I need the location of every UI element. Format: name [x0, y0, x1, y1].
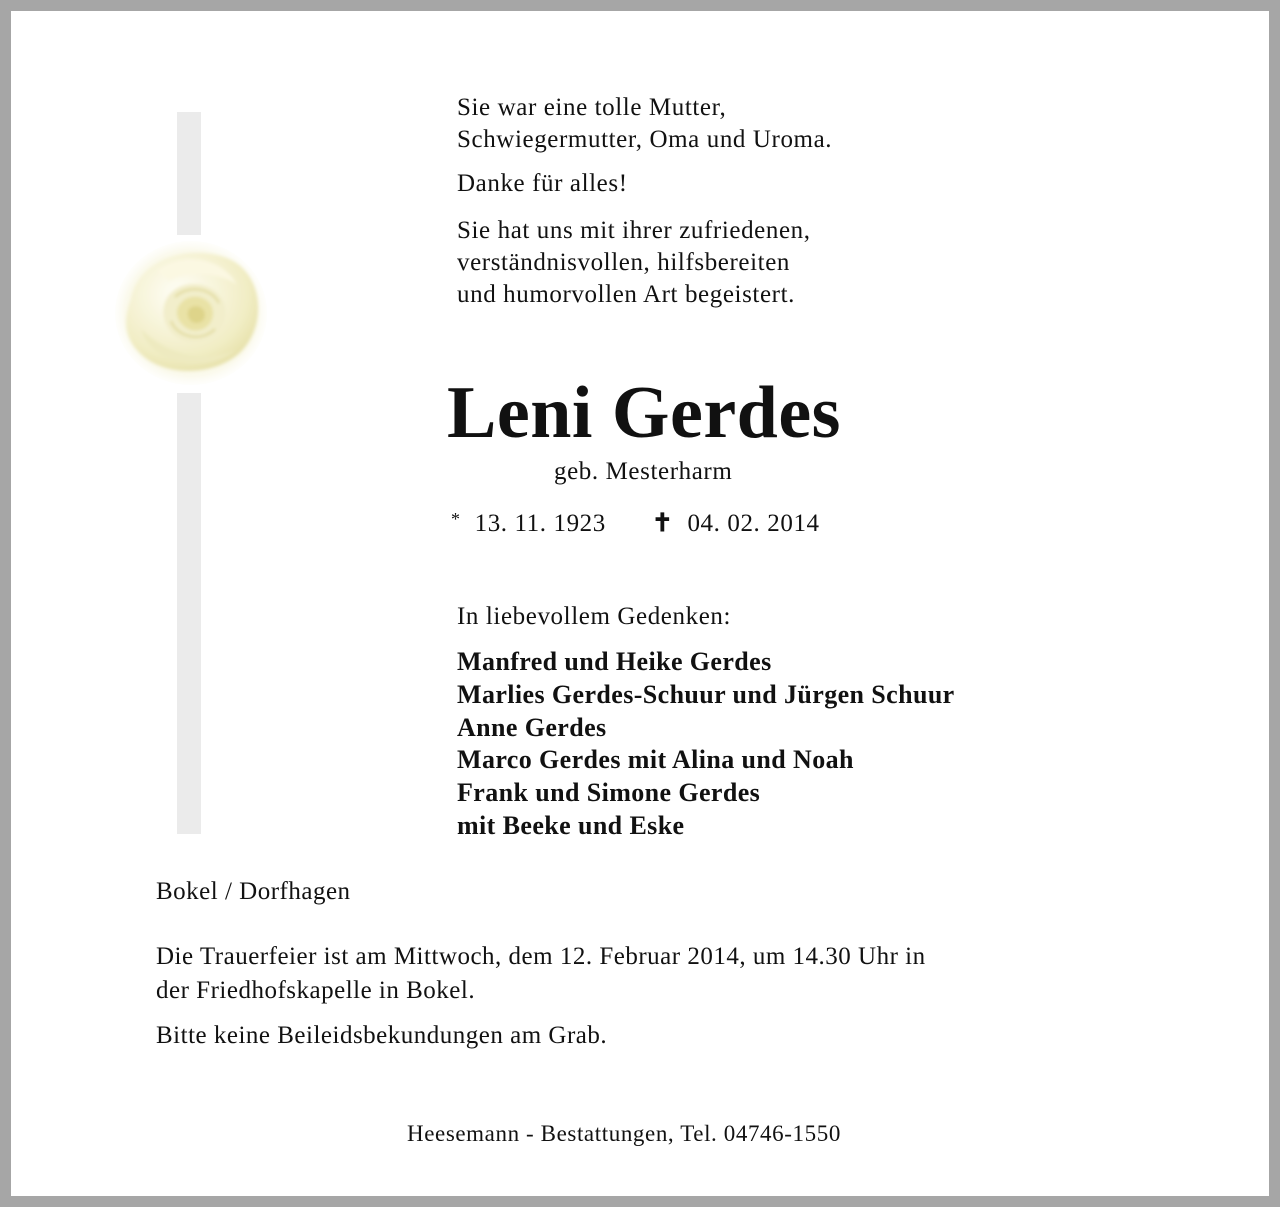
death-date: 04. 02. 2014	[687, 510, 820, 537]
mourner-name: Frank und Simone Gerdes	[457, 778, 761, 808]
maiden-name: geb. Mesterharm	[554, 458, 733, 485]
ceremony-line: Die Trauerfeier ist am Mittwoch, dem 12. Februar 2014, um 14.30 Uhr in	[156, 943, 926, 970]
mourner-name: Manfred und Heike Gerdes	[457, 647, 772, 676]
poem-line: Sie hat uns mit ihrer zufriedenen,	[457, 217, 811, 244]
mourner-name: Anne Gerdes	[457, 712, 607, 742]
deceased-name: Leni Gerdes	[447, 372, 841, 454]
white-rose-icon	[111, 237, 269, 387]
poem-line: verständnisvollen, hilfsbereiten	[457, 249, 791, 276]
poem-line: Schwiegermutter, Oma und Uroma.	[457, 126, 833, 153]
mourner-list	[457, 646, 955, 843]
birth-date: 13. 11. 1923	[474, 510, 606, 537]
cross-icon: ✝	[651, 510, 674, 537]
place-names: Bokel / Dorfhagen	[156, 878, 351, 905]
ceremony-info	[156, 940, 926, 1008]
poem-line: Sie war eine tolle Mutter,	[457, 94, 727, 121]
birth-star-icon: *	[451, 509, 461, 529]
mourner-name: Marlies Gerdes-Schuur und Jürgen Schuur	[457, 679, 955, 709]
decorative-bar-bottom	[177, 393, 201, 834]
memorial-intro: In liebevollem Gedenken:	[457, 603, 732, 630]
mourner-name: mit Beeke und Eske	[457, 810, 685, 840]
condolence-note: Bitte keine Beileidsbekundungen am Grab.	[156, 1022, 608, 1049]
decorative-bar-top	[177, 112, 201, 235]
poem-stanza-1	[457, 92, 832, 156]
ceremony-line: der Friedhofskapelle in Bokel.	[156, 977, 476, 1004]
poem-line: und humorvollen Art begeistert.	[457, 281, 795, 308]
undertaker-contact: Heesemann - Bestattungen, Tel. 04746-1550	[407, 1121, 841, 1146]
poem-thanks: Danke für alles!	[457, 170, 628, 197]
mourner-name: Marco Gerdes mit Alina und Noah	[457, 745, 854, 775]
life-dates	[451, 503, 820, 540]
poem-stanza-2	[457, 215, 811, 311]
